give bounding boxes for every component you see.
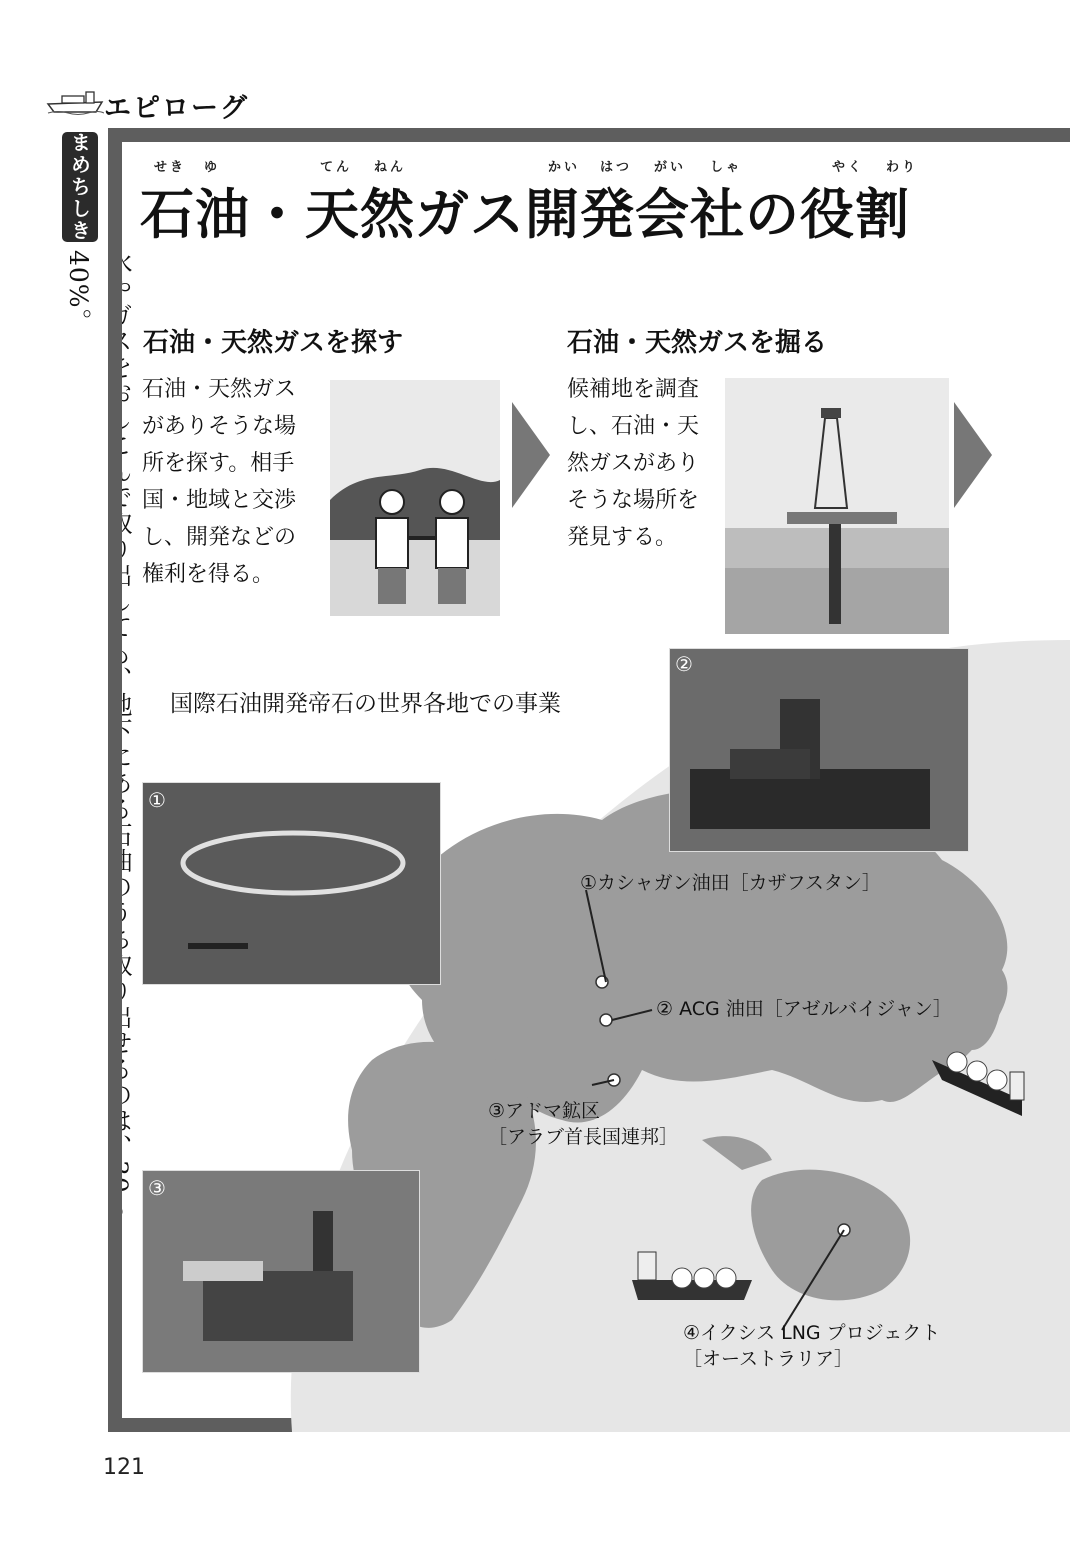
photo-number: ② xyxy=(675,652,693,676)
section-label: エピローグ xyxy=(104,93,249,124)
section-heading-drill: 石油・天然ガスを掘る xyxy=(567,328,828,358)
ruby: てん xyxy=(320,160,353,175)
ruby: かい xyxy=(548,160,581,175)
side-note: 40%。 xyxy=(64,250,93,335)
drilling-rig-illustration xyxy=(725,378,949,634)
location-label-ichthys xyxy=(683,1320,940,1372)
location-country: ［アラブ首長国連邦］ xyxy=(488,1126,679,1148)
location-label-adma xyxy=(488,1098,678,1150)
page-title: 石油・天然ガス開発会社の役割 xyxy=(140,183,910,246)
section-body-drill: 候補地を調査し、石油・天然ガスがありそうな場所を発見する。 xyxy=(567,377,700,550)
ship-icon xyxy=(46,86,104,116)
ruby: せき xyxy=(154,160,187,175)
ruby: ゆ xyxy=(204,160,221,175)
photo-kashagan xyxy=(142,782,441,985)
page-number: 121 xyxy=(103,1455,145,1480)
location-label-acg: ② ACG 油田［アゼルバイジャン］ xyxy=(656,998,952,1020)
photo-number: ① xyxy=(148,788,166,812)
location-name: ③アドマ鉱区 xyxy=(488,1100,601,1122)
location-name: ④イクシス LNG プロジェクト xyxy=(683,1322,941,1344)
photo-number: ③ xyxy=(148,1176,166,1200)
section-heading-search: 石油・天然ガスを探す xyxy=(143,328,404,358)
side-tab: まめちしき xyxy=(62,132,98,242)
ruby: やく xyxy=(832,160,865,175)
ruby: はつ xyxy=(600,160,633,175)
photo-acg xyxy=(669,648,969,852)
map-section-title: 国際石油開発帝石の世界各地での事業 xyxy=(170,691,561,717)
location-country: ［オーストラリア］ xyxy=(683,1348,854,1370)
frame-top xyxy=(108,128,1070,142)
arrow-right-icon xyxy=(512,402,550,508)
handshake-illustration xyxy=(330,380,500,616)
arrow-right-icon xyxy=(954,402,992,508)
ruby: しゃ xyxy=(710,160,743,175)
location-label-kashagan: ①カシャガン油田［カザフスタン］ xyxy=(580,872,881,894)
photo-adma xyxy=(142,1170,420,1373)
frame-left xyxy=(108,128,122,1432)
section-body-search: 石油・天然ガスがありそうな場所を探す。相手国・地域と交渉し、開発などの権利を得る。 xyxy=(142,377,297,587)
ruby: がい xyxy=(654,160,687,175)
ruby: ねん xyxy=(374,160,407,175)
ruby: わり xyxy=(886,160,919,175)
